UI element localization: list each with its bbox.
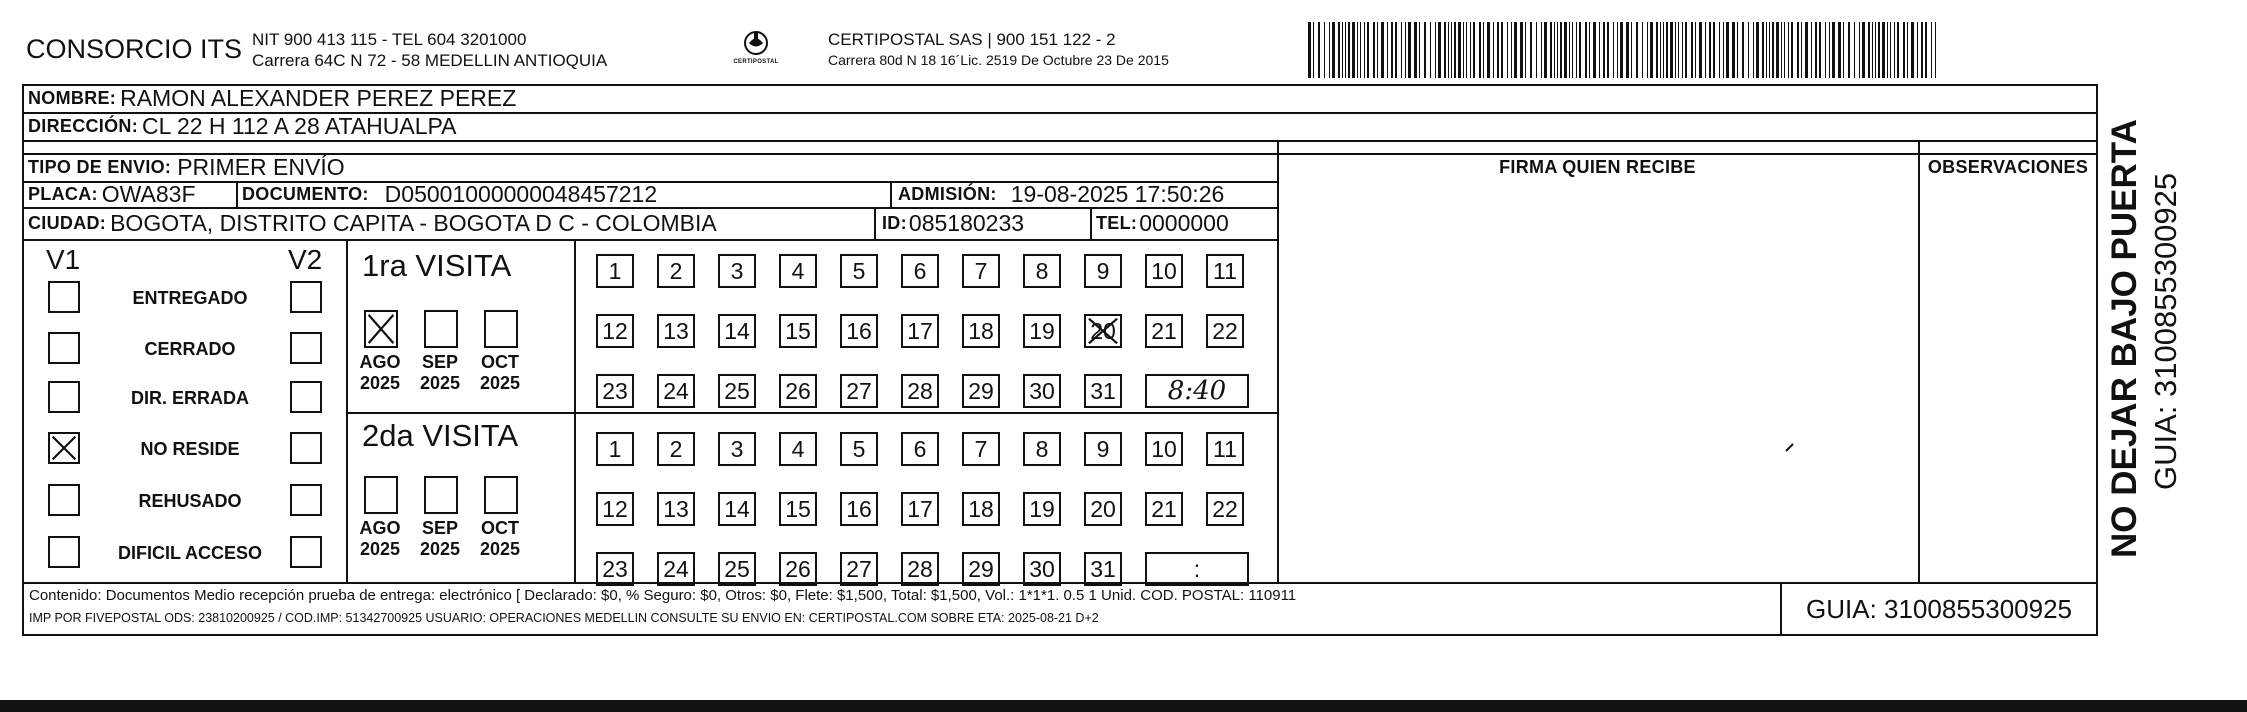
barcode-bar: [1713, 22, 1715, 78]
contenido-text: Contenido: Documentos Medio recepción prueba de entrega: electrónico [ Declarado: $0, % Seguro: $0, Otros: $0, Flete: $1,500, Total: $1,500, Vol.: 1*1*1. 0.5 1 Unid. COD. POSTAL: 110911: [29, 587, 1297, 604]
first-day-14[interactable]: 14: [718, 314, 756, 348]
second-day-19[interactable]: 19: [1023, 492, 1061, 526]
barcode-bar: [1642, 22, 1643, 78]
barcode-bar: [1699, 22, 1702, 78]
barcode-bar: [1514, 22, 1517, 78]
v2-checkbox-dir-errada[interactable]: [290, 381, 322, 413]
barcode-bar: [1473, 22, 1475, 78]
barcode-bar: [1405, 22, 1406, 78]
barcode-bar: [1463, 22, 1464, 78]
barcode-bar: [1497, 22, 1499, 78]
barcode-bar: [1435, 22, 1436, 78]
barcode-bar: [1599, 22, 1600, 78]
barcode-bar: [1569, 22, 1570, 78]
company-nit: NIT 900 413 115 - TEL 604 3201000: [252, 30, 527, 49]
second-day-4[interactable]: 4: [779, 432, 817, 466]
second-day-17[interactable]: 17: [901, 492, 939, 526]
barcode-bar: [1338, 22, 1340, 78]
first-day-31[interactable]: 31: [1084, 374, 1122, 408]
documento-label: DOCUMENTO:: [242, 183, 369, 204]
v2-checkbox-cerrado[interactable]: [290, 332, 322, 364]
barcode-bar: [1925, 22, 1927, 78]
barcode-bar: [1695, 22, 1696, 78]
barcode-bar: [1781, 22, 1782, 78]
ciudad-row: [28, 207, 717, 239]
barcode-bar: [1541, 22, 1542, 78]
barcode-bar: [1438, 22, 1441, 78]
first-day-4[interactable]: 4: [779, 254, 817, 288]
barcode-bar: [1329, 22, 1330, 78]
barcode-bar: [1872, 22, 1873, 78]
first-month-box-oct[interactable]: [484, 310, 518, 348]
barcode-bar: [1868, 22, 1870, 78]
second-day-29[interactable]: 29: [962, 552, 1000, 586]
barcode-bar: [1723, 22, 1724, 78]
first-day-7[interactable]: 7: [962, 254, 1000, 288]
barcode-bar: [1387, 22, 1388, 78]
barcode-bar: [1557, 22, 1558, 78]
direccion-row: [28, 112, 457, 140]
barcode-bar: [1579, 22, 1581, 78]
first-day-18[interactable]: 18: [962, 314, 1000, 348]
second-day-26[interactable]: 26: [779, 552, 817, 586]
barcode-bar: [1882, 22, 1885, 78]
second-day-8[interactable]: 8: [1023, 432, 1061, 466]
v1-checkbox-cerrado[interactable]: [48, 332, 80, 364]
barcode-bar: [1466, 22, 1467, 78]
first-day-20[interactable]: 20: [1084, 314, 1122, 348]
first-day-22[interactable]: 22: [1206, 314, 1244, 348]
barcode-bar: [1819, 22, 1821, 78]
footer-guia: GUIA: 3100855300925: [1806, 594, 2072, 624]
admision-value: 19-08-2025 17:50:26: [1010, 180, 1225, 207]
barcode-bar: [1829, 22, 1830, 78]
barcode-bar: [1525, 22, 1526, 78]
barcode-bar: [1636, 22, 1638, 78]
second-day-21[interactable]: 21: [1145, 492, 1183, 526]
barcode-bar: [1805, 22, 1808, 78]
first-day-26[interactable]: 26: [779, 374, 817, 408]
first-day-12[interactable]: 12: [596, 314, 634, 348]
tipo-envio-value: PRIMER ENVÍO: [177, 153, 345, 180]
second-month-label: OCT 2025: [479, 518, 521, 559]
barcode-bar: [1737, 22, 1738, 78]
barcode-bar: [1917, 22, 1918, 78]
second-day-3[interactable]: 3: [718, 432, 756, 466]
barcode-bar: [1907, 22, 1908, 78]
first-day-23[interactable]: 23: [596, 374, 634, 408]
barcode-bar: [1854, 22, 1855, 78]
nombre-row: [28, 84, 516, 112]
second-day-11[interactable]: 11: [1206, 432, 1244, 466]
barcode-bar: [1631, 22, 1632, 78]
second-day-20[interactable]: 20: [1084, 492, 1122, 526]
barcode-bar: [1373, 22, 1375, 78]
barcode-bar: [1620, 22, 1623, 78]
barcode-bar: [1726, 22, 1729, 78]
barcode-bar: [1832, 22, 1835, 78]
barcode-bar: [1395, 22, 1397, 78]
barcode-bar: [1911, 22, 1914, 78]
second-month-box-ago[interactable]: [364, 476, 398, 514]
second-day-25[interactable]: 25: [718, 552, 756, 586]
nombre-value: RAMON ALEXANDER PEREZ PEREZ: [120, 84, 517, 111]
first-month-label: OCT 2025: [479, 352, 521, 393]
barcode-bar: [1479, 22, 1481, 78]
barcode-bar: [1843, 22, 1844, 78]
first-day-27[interactable]: 27: [840, 374, 878, 408]
first-day-24[interactable]: 24: [657, 374, 695, 408]
v1-checkbox-entregado[interactable]: [48, 281, 80, 313]
barcode-bar: [1859, 22, 1860, 78]
id-row: [882, 207, 1024, 239]
documento-row: [242, 181, 657, 207]
barcode-bar: [1454, 22, 1456, 78]
barcode-bar: [1903, 22, 1905, 78]
signature-stroke: [1784, 440, 1796, 458]
v2-checkbox-no-reside[interactable]: [290, 432, 322, 464]
second-day-2[interactable]: 2: [657, 432, 695, 466]
barcode-bar: [1520, 22, 1523, 78]
v1-checkbox-dir-errada[interactable]: [48, 381, 80, 413]
barcode-bar: [1769, 22, 1770, 78]
barcode-bar: [1391, 22, 1393, 78]
tel-value: 0000000: [1139, 209, 1229, 236]
first-day-9[interactable]: 9: [1084, 254, 1122, 288]
first-visit-title: 1ra VISITA: [362, 248, 512, 283]
second-day-18[interactable]: 18: [962, 492, 1000, 526]
first-month-label: AGO 2025: [359, 352, 401, 393]
barcode-bar: [1530, 22, 1532, 78]
barcode-bar: [1332, 22, 1335, 78]
barcode-bar: [1408, 22, 1411, 78]
barcode-bar: [1550, 22, 1552, 78]
cause-label: REHUSADO: [138, 491, 242, 511]
first-day-29[interactable]: 29: [962, 374, 1000, 408]
v2-checkbox-dificil-acceso[interactable]: [290, 536, 322, 568]
second-day-27[interactable]: 27: [840, 552, 878, 586]
placa-label: PLACA:: [28, 183, 98, 204]
second-day-22[interactable]: 22: [1206, 492, 1244, 526]
second-day-28[interactable]: 28: [901, 552, 939, 586]
barcode-bar: [1756, 22, 1759, 78]
first-day-21[interactable]: 21: [1145, 314, 1183, 348]
barcode-bar: [1364, 22, 1365, 78]
second-day-24[interactable]: 24: [657, 552, 695, 586]
first-month-box-sep[interactable]: [424, 310, 458, 348]
second-month-label: SEP 2025: [419, 518, 461, 559]
barcode-bar: [1576, 22, 1577, 78]
second-visit-title: 2da VISITA: [362, 418, 519, 453]
second-day-23[interactable]: 23: [596, 552, 634, 586]
second-day-15[interactable]: 15: [779, 492, 817, 526]
first-day-19[interactable]: 19: [1023, 314, 1061, 348]
barcode-bar: [1593, 22, 1596, 78]
barcode-bar: [1585, 22, 1587, 78]
barcode-bar: [1666, 22, 1668, 78]
v1-checkbox-dificil-acceso[interactable]: [48, 536, 80, 568]
barcode-bar: [1921, 22, 1923, 78]
barcode-bar: [1848, 22, 1850, 78]
barcode-bar: [1308, 22, 1311, 78]
barcode-bar: [1324, 22, 1325, 78]
barcode-bar: [1564, 22, 1567, 78]
barcode-bar: [1815, 22, 1817, 78]
tipo-envio-row: [28, 153, 345, 181]
barcode-bar: [1935, 22, 1936, 78]
first-day-17[interactable]: 17: [901, 314, 939, 348]
barcode-bar: [1430, 22, 1431, 78]
barcode-bar: [1511, 22, 1512, 78]
second-time-field[interactable]: :: [1145, 552, 1249, 586]
admision-row: [898, 181, 1224, 207]
second-month-label: AGO 2025: [359, 518, 401, 559]
cause-label: DIR. ERRADA: [130, 388, 249, 408]
v1-label: V1: [46, 244, 81, 275]
second-day-1[interactable]: 1: [596, 432, 634, 466]
barcode-bar: [1470, 22, 1471, 78]
barcode-bar: [1791, 22, 1793, 78]
barcode-bar: [1607, 22, 1609, 78]
barcode-bar: [1419, 22, 1420, 78]
barcode-bar: [1458, 22, 1461, 78]
barcode-bar: [1691, 22, 1693, 78]
second-day-6[interactable]: 6: [901, 432, 939, 466]
first-month-box-ago[interactable]: [364, 310, 398, 348]
v2-checkbox-rehusado[interactable]: [290, 484, 322, 516]
first-day-10[interactable]: 10: [1145, 254, 1183, 288]
company-address: Carrera 64C N 72 - 58 MEDELLIN ANTIOQUIA: [252, 51, 608, 70]
barcode-bar: [1875, 22, 1876, 78]
barcode-bar: [1414, 22, 1417, 78]
barcode-bar: [1483, 22, 1484, 78]
cause-label: CERRADO: [144, 339, 236, 359]
barcode-bar: [1448, 22, 1449, 78]
barcode-bar: [1626, 22, 1629, 78]
second-month-box-oct[interactable]: [484, 476, 518, 514]
side-warning: NO DEJAR BAJO PUERTA: [2105, 119, 2144, 558]
barcode-bar: [1401, 22, 1402, 78]
second-day-7[interactable]: 7: [962, 432, 1000, 466]
barcode-bar: [1536, 22, 1537, 78]
first-month-label: SEP 2025: [419, 352, 461, 393]
placa-row: [28, 181, 196, 207]
imp-text: IMP POR FIVEPOSTAL ODS: 23810200925 / COD.IMP: 51342700925 USUARIO: OPERACIONES MEDELLIN CONSULTE SU ENVIO EN: CERTIPOSTAL.COM SOBRE ETA: 2025-08-21 D+2: [29, 611, 1099, 625]
nombre-label: NOMBRE:: [28, 87, 117, 108]
first-day-8[interactable]: 8: [1023, 254, 1061, 288]
ciudad-label: CIUDAD:: [28, 212, 107, 233]
barcode-bar: [1838, 22, 1841, 78]
v1-checkbox-no-reside[interactable]: [48, 432, 80, 464]
barcode-bar: [1487, 22, 1490, 78]
barcode-bar: [1507, 22, 1508, 78]
first-day-11[interactable]: 11: [1206, 254, 1244, 288]
barcode-bar: [1811, 22, 1812, 78]
second-day-9[interactable]: 9: [1084, 432, 1122, 466]
barcode-bar: [1709, 22, 1711, 78]
barcode-bar: [1381, 22, 1384, 78]
barcode-bar: [1931, 22, 1932, 78]
barcode-bar: [1560, 22, 1562, 78]
direccion-value: CL 22 H 112 A 28 ATAHUALPA: [142, 112, 457, 139]
side-guia: GUIA: 3100855300925: [2148, 172, 2183, 490]
barcode-bar: [1753, 22, 1754, 78]
cause-label: NO RESIDE: [140, 439, 240, 459]
direccion-label: DIRECCIÓN:: [28, 115, 138, 136]
barcode-bar: [1613, 22, 1614, 78]
barcode-bar: [1647, 22, 1648, 78]
barcode-bar: [1719, 22, 1720, 78]
v1-checkbox-rehusado[interactable]: [48, 484, 80, 516]
barcode-bar: [1451, 22, 1452, 78]
observaciones-header: OBSERVACIONES: [1927, 157, 2089, 177]
barcode-bar: [1742, 22, 1744, 78]
barcode-bar: [1663, 22, 1664, 78]
documento-value: D05001000000048457212: [384, 180, 658, 207]
first-day-6[interactable]: 6: [901, 254, 939, 288]
barcode-bar: [1784, 22, 1785, 78]
second-day-14[interactable]: 14: [718, 492, 756, 526]
barcode-bar: [1342, 22, 1343, 78]
second-day-5[interactable]: 5: [840, 432, 878, 466]
id-label: ID:: [882, 212, 907, 233]
barcode-bar: [1313, 22, 1314, 78]
barcode-bar: [1572, 22, 1573, 78]
barcode-bar: [1897, 22, 1899, 78]
barcode-bar: [1797, 22, 1799, 78]
first-day-16[interactable]: 16: [840, 314, 878, 348]
cause-label: ENTREGADO: [132, 288, 248, 308]
barcode-bar: [1772, 22, 1774, 78]
first-day-28[interactable]: 28: [901, 374, 939, 408]
barcode-bar: [1705, 22, 1706, 78]
second-day-16[interactable]: 16: [840, 492, 878, 526]
barcode-bar: [1493, 22, 1494, 78]
barcode-bar: [1825, 22, 1826, 78]
barcode-bar: [1685, 22, 1687, 78]
barcode-bar: [1424, 22, 1426, 78]
tel-label: TEL:: [1096, 212, 1138, 233]
barcode: [1308, 22, 1942, 78]
barcode-bar: [1650, 22, 1653, 78]
placa-value: OWA83F: [101, 180, 196, 207]
barcode-bar: [1318, 22, 1320, 78]
admision-label: ADMISIÓN:: [898, 183, 997, 204]
cause-label: DIFICIL ACCESO: [117, 543, 262, 563]
barcode-bar: [1444, 22, 1446, 78]
barcode-bar: [1801, 22, 1802, 78]
first-time-field[interactable]: 8:40: [1145, 374, 1249, 408]
v2-checkbox-entregado[interactable]: [290, 281, 322, 313]
first-day-15[interactable]: 15: [779, 314, 817, 348]
barcode-bar: [1377, 22, 1378, 78]
certipostal-logo-icon: [724, 28, 788, 70]
barcode-bar: [1670, 22, 1673, 78]
second-day-30[interactable]: 30: [1023, 552, 1061, 586]
first-day-5[interactable]: 5: [840, 254, 878, 288]
barcode-bar: [1345, 22, 1346, 78]
v2-label: V2: [288, 244, 323, 275]
tipo-envio-label: TIPO DE ENVIO:: [28, 156, 172, 177]
id-value: 085180233: [908, 209, 1025, 236]
barcode-bar: [1678, 22, 1679, 78]
barcode-bar: [1544, 22, 1547, 78]
tel-row: [1096, 207, 1229, 239]
barcode-bar: [1367, 22, 1369, 78]
first-day-3[interactable]: 3: [718, 254, 756, 288]
first-day-25[interactable]: 25: [718, 374, 756, 408]
carrier-info: CERTIPOSTAL SAS | 900 151 122 - 2: [828, 30, 1116, 49]
second-day-31[interactable]: 31: [1084, 552, 1122, 586]
barcode-bar: [1776, 22, 1779, 78]
barcode-bar: [1788, 22, 1789, 78]
barcode-bar: [1360, 22, 1361, 78]
first-day-1[interactable]: 1: [596, 254, 634, 288]
barcode-bar: [1660, 22, 1661, 78]
barcode-bar: [1748, 22, 1749, 78]
barcode-bar: [1352, 22, 1355, 78]
bottom-band: [0, 700, 2247, 712]
barcode-bar: [1675, 22, 1676, 78]
barcode-bar: [1554, 22, 1555, 78]
ciudad-value: BOGOTA, DISTRITO CAPITA - BOGOTA D C - COLOMBIA: [110, 209, 717, 236]
barcode-bar: [1732, 22, 1735, 78]
barcode-bar: [1348, 22, 1350, 78]
second-month-box-sep[interactable]: [424, 476, 458, 514]
carrier-license: Carrera 80d N 18 16´Lic. 2519 De Octubre 23 De 2015: [828, 52, 1169, 68]
first-day-30[interactable]: 30: [1023, 374, 1061, 408]
barcode-bar: [1878, 22, 1880, 78]
second-day-13[interactable]: 13: [657, 492, 695, 526]
barcode-bar: [1887, 22, 1888, 78]
second-day-12[interactable]: 12: [596, 492, 634, 526]
barcode-bar: [1617, 22, 1618, 78]
barcode-bar: [1603, 22, 1605, 78]
barcode-bar: [1762, 22, 1764, 78]
first-day-13[interactable]: 13: [657, 314, 695, 348]
barcode-bar: [1589, 22, 1590, 78]
barcode-bar: [1501, 22, 1503, 78]
first-day-2[interactable]: 2: [657, 254, 695, 288]
company-name: CONSORCIO ITS: [26, 34, 243, 64]
barcode-bar: [1862, 22, 1865, 78]
second-day-10[interactable]: 10: [1145, 432, 1183, 466]
barcode-bar: [1357, 22, 1358, 78]
barcode-bar: [1890, 22, 1891, 78]
logo-text: CERTIPOSTAL: [733, 59, 779, 65]
barcode-bar: [1894, 22, 1895, 78]
firma-header: FIRMA QUIEN RECIBE: [1499, 157, 1696, 177]
barcode-bar: [1766, 22, 1767, 78]
barcode-bar: [1682, 22, 1683, 78]
barcode-bar: [1656, 22, 1658, 78]
